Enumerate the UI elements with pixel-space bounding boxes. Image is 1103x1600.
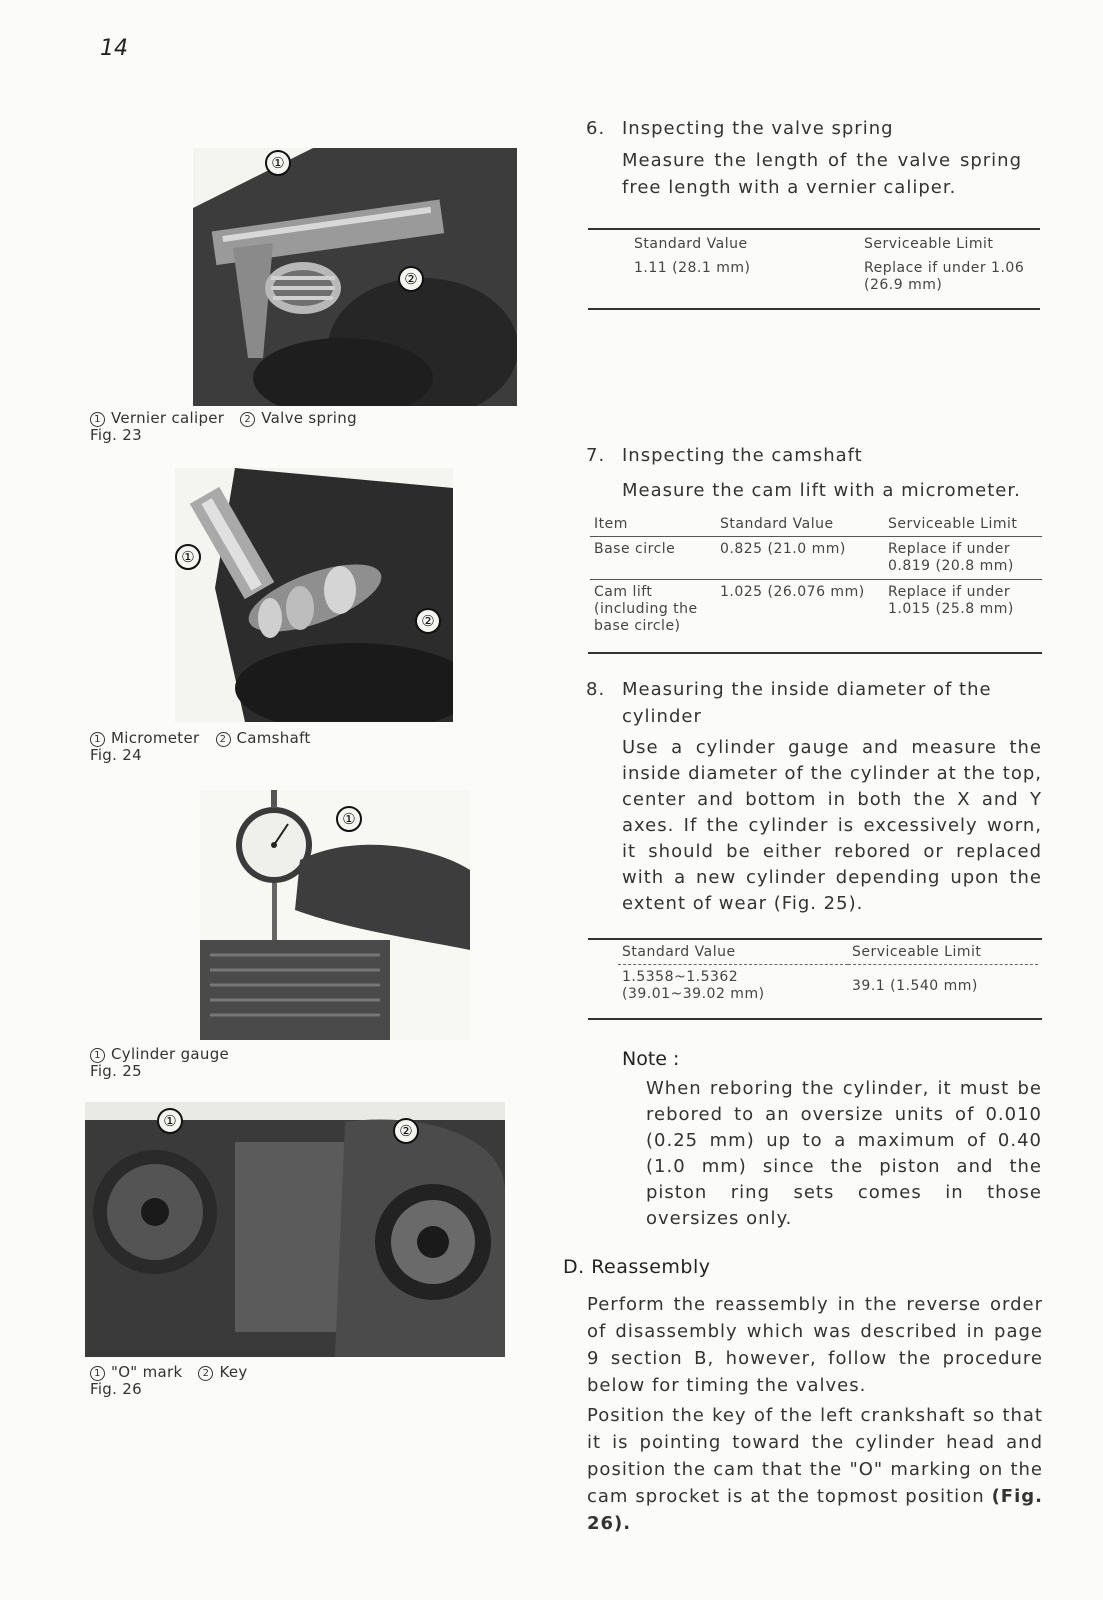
table-row (618, 965, 1038, 1008)
callout-1: ① (265, 150, 291, 176)
reassembly-title: D. Reassembly (563, 1256, 711, 1278)
caption-key: Key (219, 1363, 248, 1381)
table-cell: 1.11 (28.1 mm) (634, 260, 751, 276)
caption-o-mark: "O" mark (111, 1363, 183, 1381)
table-cell: 1.5358~1.5362 (39.01~39.02 mm) (622, 969, 765, 1002)
figure-25-photo (200, 790, 470, 1040)
table-bottom-rule (588, 652, 1042, 654)
table-header-cell: Serviceable Limit (864, 236, 994, 252)
callout-1: ① (157, 1108, 183, 1134)
table-header-cell: Item (590, 510, 716, 537)
cylinder-spec-table (618, 938, 1038, 1007)
crankcase-photo-illustration (85, 1102, 505, 1357)
figure-24-label: Fig. 24 (90, 746, 142, 764)
table-row (590, 580, 1042, 640)
reassembly-para-2-text: Position the key of the left crankshaft so that it is pointing toward the cylinder head and position the cam that the "O" marking on the cam sprocket is at the topmost position (587, 1405, 1043, 1507)
table-header-row (618, 938, 1038, 965)
section-8-body: Use a cylinder gauge and measure the inside diameter of the cylinder at the top, center and bottom in both the X and Y axes. If the cylinder is excessively worn, it should be either rebored or replaced with a new cylinder depending upon the extent of wear (Fig. 25). (622, 737, 1042, 914)
camshaft-spec-table (590, 510, 1042, 639)
table-header-cell: Standard Value (618, 938, 848, 965)
table-header-cell: Standard Value (634, 236, 748, 252)
callout-1: ① (336, 806, 362, 832)
table-header-row (590, 510, 1042, 537)
figure-25-caption (90, 1046, 229, 1080)
section-7-heading (586, 445, 863, 466)
figure-23-caption (90, 410, 357, 444)
table-header-cell: Standard Value (716, 510, 884, 537)
section-7-number: 7. (586, 445, 606, 466)
table-header-cell: Serviceable Limit (884, 510, 1042, 537)
caption-number-1: 1 (90, 732, 105, 747)
callout-2: ② (398, 266, 424, 292)
figure-26-label: Fig. 26 (90, 1380, 142, 1398)
table-cell: Cam lift (including the base circle) (594, 584, 698, 634)
figure-26-caption (90, 1364, 248, 1398)
table-cell: Replace if under 0.819 (20.8 mm) (884, 537, 1042, 580)
table-header-row (630, 230, 1040, 256)
table-header-cell: Serviceable Limit (848, 938, 1038, 965)
caption-cylinder-gauge: Cylinder gauge (111, 1045, 230, 1063)
figure-24-caption (90, 730, 311, 764)
section-8-title: Measuring the inside diameter of the cylinder (622, 679, 992, 727)
table-row (590, 537, 1042, 580)
reassembly-para-1: Perform the reassembly in the reverse order of disassembly which was described in page 9 section B, however, follow the procedure below for timing the valves. (587, 1294, 1043, 1396)
caption-vernier-caliper: Vernier caliper (111, 409, 225, 427)
table-cell: Base circle (590, 537, 716, 580)
caption-number-1: 1 (90, 1366, 105, 1381)
valve-spring-spec-table (630, 230, 1040, 298)
table-cell: 0.825 (21.0 mm) (716, 537, 884, 580)
cylinder-gauge-photo-illustration (200, 790, 470, 1040)
page-number: 14 (100, 36, 128, 61)
figure-26-reference: (Fig. 26). (587, 1486, 1043, 1534)
table-cell: 1.025 (26.076 mm) (720, 584, 865, 600)
callout-1: ① (175, 544, 201, 570)
section-6-number: 6. (586, 118, 606, 139)
caption-micrometer: Micrometer (111, 729, 200, 747)
caption-number-2: 2 (198, 1366, 213, 1381)
table-cell: Replace if under 1.06 (26.9 mm) (864, 260, 1025, 293)
table-row (630, 256, 1040, 298)
reassembly-para-2 (587, 1402, 1043, 1537)
table-cell: 39.1 (1.540 mm) (852, 977, 978, 994)
callout-2: ② (393, 1118, 419, 1144)
micrometer-camshaft-photo-illustration (175, 468, 453, 722)
figure-23-photo (193, 148, 517, 406)
note-body: When reboring the cylinder, it must be rebored to an oversize units of 0.010 (0.25 mm) up to a maximum of 0.40 (1.0 mm) since the piston and the piston ring sets comes in those oversizes only. (646, 1078, 1042, 1229)
caption-number-1: 1 (90, 1048, 105, 1063)
section-7-title: Inspecting the camshaft (622, 445, 863, 466)
note-title: Note : (622, 1048, 680, 1070)
section-8-number: 8. (586, 679, 606, 700)
section-6-title: Inspecting the valve spring (622, 118, 894, 139)
vernier-caliper-photo-illustration (193, 148, 517, 406)
caption-valve-spring: Valve spring (261, 409, 357, 427)
callout-2: ② (415, 608, 441, 634)
section-7-body: Measure the cam lift with a micrometer. (622, 480, 1021, 501)
caption-number-2: 2 (240, 412, 255, 427)
figure-26-photo (85, 1102, 505, 1357)
caption-number-2: 2 (216, 732, 231, 747)
section-8-heading (586, 676, 1042, 730)
figure-23-label: Fig. 23 (90, 426, 142, 444)
caption-number-1: 1 (90, 412, 105, 427)
caption-camshaft: Camshaft (236, 729, 311, 747)
table-cell: Replace if under 1.015 (25.8 mm) (888, 584, 1014, 617)
section-6-body: Measure the length of the valve spring free length with a vernier caliper. (622, 150, 1022, 198)
table-bottom-rule (588, 308, 1040, 310)
section-6-heading (586, 118, 894, 139)
figure-24-photo (175, 468, 453, 722)
table-bottom-rule (588, 1018, 1042, 1020)
figure-25-label: Fig. 25 (90, 1062, 142, 1080)
